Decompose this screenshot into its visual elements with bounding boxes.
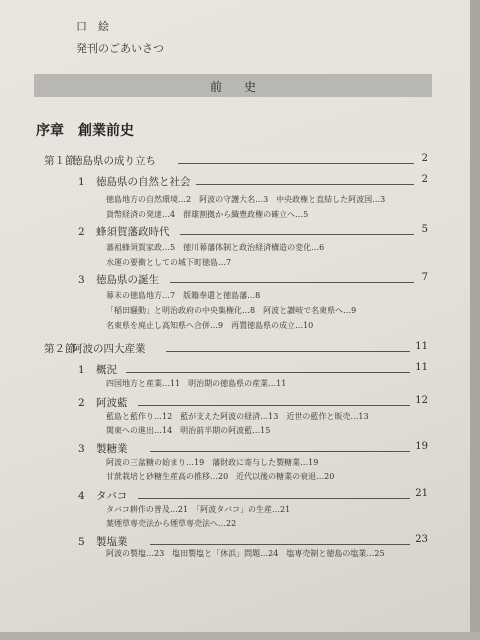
subsection-heading (78, 488, 428, 502)
leader-line (196, 184, 414, 185)
toc-item: 蕃祖蜂須賀家政…5 徳川幕藩体制と政治経済構造の変化…6 (106, 243, 325, 252)
toc-item: 徳島地方の自然環境…2 阿波の守護大名…3 中央政権と直結した阿波国…3 (106, 195, 386, 204)
subsection-heading (78, 441, 428, 455)
subsection-title: 阿波藍 (96, 397, 128, 409)
subsection-heading (78, 224, 428, 238)
page-number: 5 (421, 224, 428, 235)
section-number: 第１節 (44, 155, 76, 167)
subsection-number: 2 (78, 226, 85, 238)
leader-line (150, 451, 410, 452)
subsection-title: 製糖業 (96, 443, 128, 455)
subsection-number: 3 (78, 274, 85, 286)
subsection-title: 蜂須賀藩政時代 (96, 226, 170, 238)
toc-item: 藍島と藍作り…12 藍が支えた阿波の経済…13 近世の藍作と販売…13 (106, 412, 369, 421)
page-number: 7 (421, 272, 428, 283)
toc-item: 「稲田騒動」と明治政府の中央集権化…8 阿波と讃岐で名東県へ…9 (106, 306, 357, 315)
leader-line (126, 372, 410, 373)
toc-item: 水運の要衝としての城下町徳島…7 (106, 258, 232, 267)
section-number: 第２節 (44, 343, 76, 355)
subsection-title: 製塩業 (96, 536, 128, 548)
subsection-number: 2 (78, 397, 85, 409)
subsection-number: 1 (78, 364, 85, 376)
page-number: 2 (421, 174, 428, 185)
page-number: 19 (415, 441, 428, 452)
chapter-title: 序章 創業前史 (36, 123, 134, 139)
subsection-heading (78, 362, 428, 376)
subsection-number: 1 (78, 176, 85, 188)
band-title: 前史 (209, 80, 278, 94)
front-matter-frontispiece: 口 絵 (76, 20, 109, 33)
page-number: 2 (421, 153, 428, 164)
subsection-heading (78, 534, 428, 548)
subsection-title: タバコ (96, 490, 128, 502)
page-number: 11 (415, 341, 428, 352)
subsection-heading (78, 395, 428, 409)
page-number: 23 (415, 534, 428, 545)
subsection-number: 5 (78, 536, 85, 548)
subsection-title: 概況 (96, 364, 117, 376)
toc-item: 貨幣経済の発達…4 群雄割拠から織豊政権の確立へ…5 (106, 210, 309, 219)
section-title: 徳島県の成り立ち (72, 155, 156, 167)
leader-line (138, 405, 410, 406)
leader-line (170, 282, 414, 283)
toc-item: 名東県を廃止し高知県へ合併…9 再置徳島県の成立…10 (106, 321, 314, 330)
subsection-heading (78, 174, 428, 188)
front-matter-greeting: 発刊のごあいさつ (76, 42, 164, 55)
leader-line (138, 498, 410, 499)
page-bottom-edge (0, 632, 480, 640)
section-title: 阿波の四大産業 (72, 343, 146, 355)
section-heading (44, 341, 428, 355)
subsection-number: 4 (78, 490, 85, 502)
toc-item: タバコ耕作の普及…21 「阿波タバコ」の生産…21 (106, 505, 291, 514)
toc-item: 阿波の三盆糖の始まり…19 藩財政に寄与した製糖業…19 (106, 458, 319, 467)
leader-line (180, 234, 414, 235)
subsection-title: 徳島県の自然と社会 (96, 176, 191, 188)
toc-item: 葉煙草専売法から煙草専売法へ…22 (106, 519, 237, 528)
page-shadow (470, 0, 480, 640)
toc-item: 甘蔗栽培と砂糖生産高の推移…20 近代以後の糖業の衰退…20 (106, 472, 335, 481)
section-heading (44, 153, 428, 167)
page-number: 21 (415, 488, 428, 499)
page-number: 12 (415, 395, 428, 406)
page-number: 11 (415, 362, 428, 373)
toc-item: 関東への進出…14 明治前半期の阿波藍…15 (106, 426, 271, 435)
leader-line (150, 544, 410, 545)
toc-item: 阿波の製塩…23 塩田製塩と「休浜」問題…24 塩専売制と徳島の塩業…25 (106, 549, 385, 558)
leader-line (178, 163, 414, 164)
subsection-heading (78, 272, 428, 286)
subsection-title: 徳島県の誕生 (96, 274, 159, 286)
leader-line (166, 351, 410, 352)
section-band (34, 74, 432, 97)
toc-item: 四国地方と産業…11 明治期の徳島県の産業…11 (106, 379, 287, 388)
subsection-number: 3 (78, 443, 85, 455)
toc-item: 幕末の徳島地方…7 版籍奉還と徳島藩…8 (106, 291, 261, 300)
